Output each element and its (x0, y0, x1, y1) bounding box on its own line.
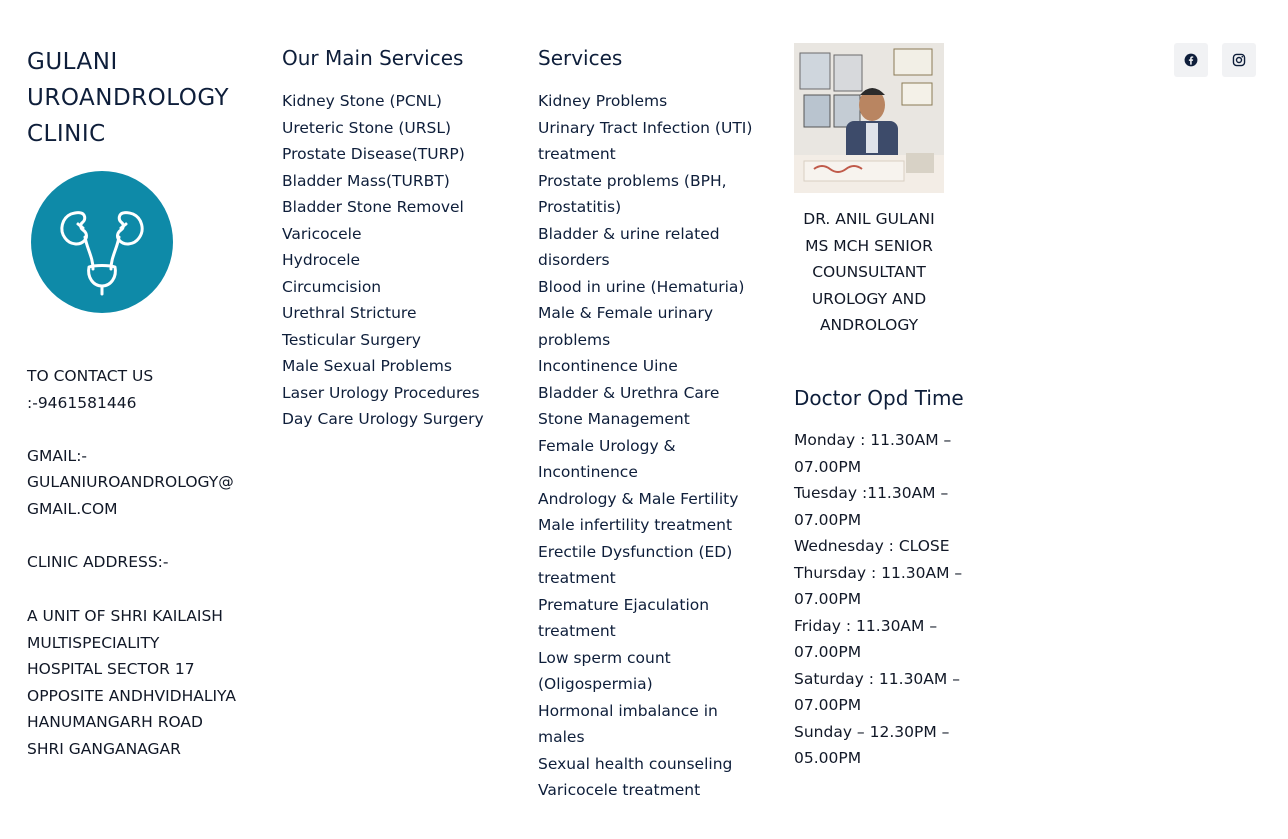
service-link[interactable]: Female Urology & Incontinence (538, 436, 676, 481)
service-link[interactable]: Varicocele (282, 224, 362, 243)
clinic-name: GULANI UROANDROLOGY CLINIC (27, 49, 230, 147)
service-link[interactable]: Bladder & Urethra Care (538, 383, 720, 402)
service-link[interactable]: Male infertility treatment (538, 516, 733, 534)
list-item[interactable] (282, 88, 484, 115)
service-link[interactable]: Ureteric Stone (URSL) (282, 118, 452, 137)
service-link[interactable]: Incontinence Uine (538, 357, 678, 375)
service-link[interactable]: Premature Ejaculation treatment (538, 595, 710, 640)
service-link[interactable]: Bladder Mass(TURBT) (282, 171, 450, 190)
service-link[interactable]: Blood in urine (Hematuria) (538, 277, 745, 296)
service-link[interactable]: Kidney Problems (538, 92, 668, 110)
list-item[interactable] (282, 194, 484, 221)
list-item[interactable] (282, 115, 484, 142)
contact-phone: TO CONTACT US :-9461581446 (27, 367, 154, 412)
clinic-address: A UNIT OF SHRI KAILAISH MULTISPECIALITY HOSPITAL SECTOR 17 OPPOSITE ANDHVIDHALIYA HANUMANGARH ROAD SHRI GANGANAGAR (27, 607, 236, 758)
service-link[interactable]: Kidney Stone (PCNL) (282, 92, 442, 110)
list-item[interactable] (538, 300, 753, 353)
list-item[interactable] (538, 486, 753, 513)
instagram-icon (1232, 53, 1246, 67)
list-item: Monday : 11.30AM – 07.00PM (794, 431, 952, 476)
services-list (538, 88, 753, 804)
list-item[interactable] (282, 168, 484, 195)
list-item[interactable] (538, 168, 753, 221)
contact-info (27, 363, 236, 762)
service-link[interactable]: Urethral Stricture (282, 304, 417, 322)
service-link[interactable]: Day Care Urology Surgery (282, 410, 484, 428)
list-item[interactable] (538, 698, 753, 751)
service-link[interactable]: Male & Female urinary problems (538, 304, 713, 349)
contact-email: GMAIL:- GULANIUROANDROLOGY@ GMAIL.COM (27, 446, 234, 518)
list-item[interactable] (538, 406, 753, 433)
service-link[interactable]: Hormonal imbalance in males (538, 701, 718, 746)
facebook-icon (1184, 53, 1198, 67)
list-item[interactable] (538, 221, 753, 274)
list-item[interactable] (538, 88, 753, 115)
opd-time-list (794, 427, 1009, 772)
service-link[interactable]: Circumcision (282, 277, 382, 296)
service-link[interactable]: Andrology & Male Fertility (538, 489, 739, 508)
service-link[interactable]: Varicocele treatment (538, 781, 701, 799)
clinic-address-label: CLINIC ADDRESS:- (27, 552, 169, 571)
service-link[interactable]: Prostate problems (BPH, Prostatitis) (538, 171, 727, 216)
service-link[interactable]: Urinary Tract Infection (UTI) treatment (538, 118, 753, 163)
service-link[interactable]: Bladder Stone Removel (282, 198, 464, 216)
service-link[interactable]: Bladder & urine related disorders (538, 224, 720, 269)
list-item[interactable] (538, 274, 753, 301)
service-link[interactable]: Prostate Disease(TURP) (282, 145, 465, 163)
main-services-heading: Our Main Services (282, 46, 464, 70)
list-item[interactable] (538, 353, 753, 380)
list-item[interactable] (282, 247, 484, 274)
service-link[interactable]: Erectile Dysfunction (ED) treatment (538, 542, 733, 587)
opd-time-heading: Doctor Opd Time (794, 386, 964, 410)
list-item: Thursday : 11.30AM – 07.00PM (794, 563, 963, 608)
service-link[interactable]: Laser Urology Procedures (282, 383, 480, 402)
list-item: Friday : 11.30AM – 07.00PM (794, 616, 938, 661)
facebook-button[interactable] (1174, 43, 1208, 77)
list-item[interactable] (538, 380, 753, 407)
service-link[interactable]: Sexual health counseling (538, 754, 733, 773)
service-link[interactable]: Low sperm count (Oligospermia) (538, 648, 671, 693)
list-item: Tuesday :11.30AM – 07.00PM (794, 484, 949, 529)
kidney-urology-icon (31, 171, 173, 313)
list-item[interactable] (538, 512, 753, 539)
service-link[interactable]: Stone Management (538, 410, 690, 428)
list-item[interactable] (538, 751, 753, 778)
service-link[interactable]: Hydrocele (282, 251, 361, 269)
list-item[interactable] (538, 777, 753, 804)
main-services-list (282, 88, 484, 433)
list-item[interactable] (282, 300, 484, 327)
doctor-photo (794, 43, 944, 193)
list-item[interactable] (282, 327, 484, 354)
list-item[interactable] (538, 592, 753, 645)
list-item[interactable] (538, 115, 753, 168)
list-item[interactable] (282, 221, 484, 248)
list-item[interactable] (538, 645, 753, 698)
list-item: Wednesday : CLOSE (794, 537, 950, 555)
list-item: Sunday – 12.30PM – 05.00PM (794, 722, 950, 767)
list-item[interactable] (282, 406, 484, 433)
services-heading: Services (538, 46, 623, 70)
instagram-button[interactable] (1222, 43, 1256, 77)
list-item[interactable] (282, 141, 484, 168)
service-link[interactable]: Testicular Surgery (282, 330, 421, 349)
service-link[interactable]: Male Sexual Problems (282, 357, 452, 375)
list-item[interactable] (282, 274, 484, 301)
list-item[interactable] (538, 433, 753, 486)
doctor-name: DR. ANIL GULANI MS MCH SENIOR COUNSULTANT UROLOGY AND ANDROLOGY (803, 210, 935, 334)
list-item[interactable] (538, 539, 753, 592)
list-item[interactable] (282, 380, 484, 407)
list-item[interactable] (282, 353, 484, 380)
list-item: Saturday : 11.30AM – 07.00PM (794, 669, 960, 714)
